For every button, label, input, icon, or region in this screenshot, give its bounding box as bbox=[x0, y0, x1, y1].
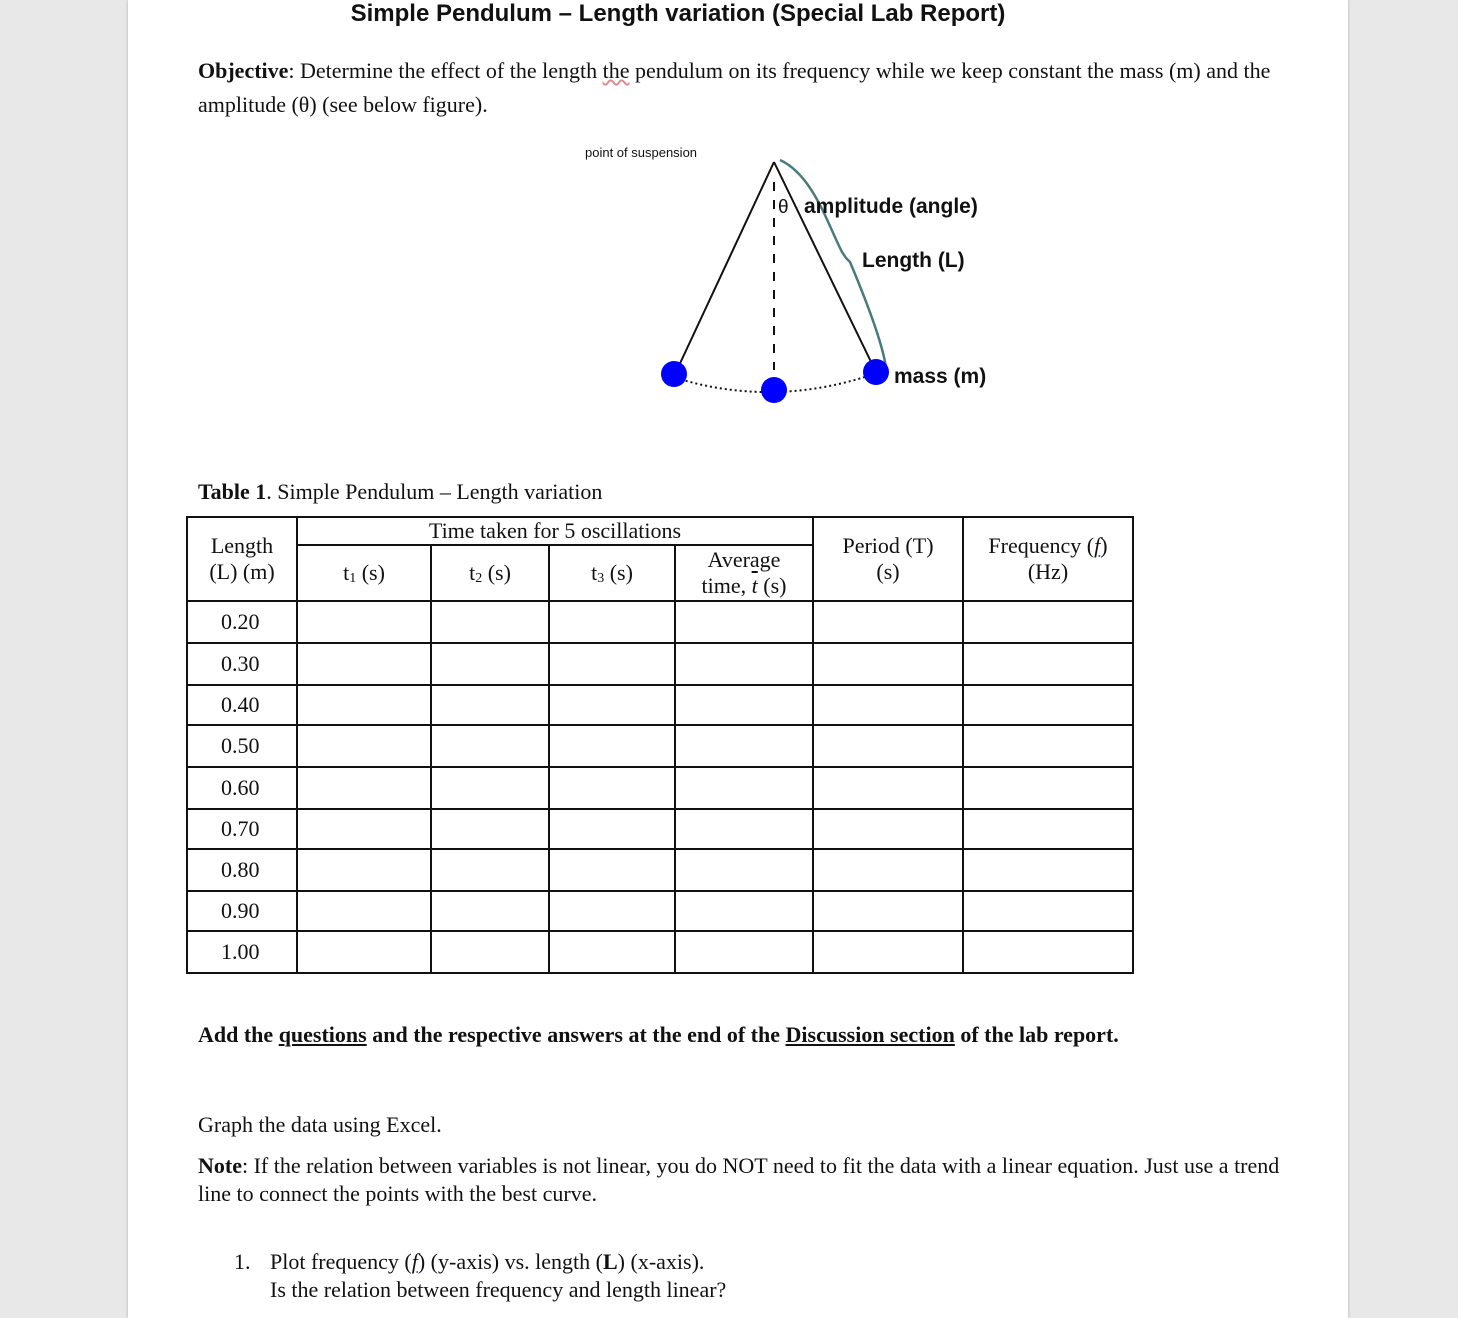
length-cell: 0.50 bbox=[187, 725, 297, 767]
empty-data-cell[interactable] bbox=[675, 685, 813, 725]
table-row bbox=[187, 685, 1133, 725]
table-caption-label: Table 1 bbox=[198, 479, 267, 504]
pendulum-diagram bbox=[528, 140, 987, 430]
table-row bbox=[187, 849, 1133, 891]
empty-data-cell[interactable] bbox=[431, 891, 549, 931]
empty-data-cell[interactable] bbox=[675, 809, 813, 849]
spellcheck-flagged-word[interactable]: the bbox=[602, 58, 630, 83]
empty-data-cell[interactable] bbox=[963, 809, 1133, 849]
note-label: Note bbox=[198, 1153, 242, 1178]
empty-data-cell[interactable] bbox=[297, 931, 431, 973]
empty-data-cell[interactable] bbox=[675, 931, 813, 973]
table-row bbox=[187, 643, 1133, 685]
table-row bbox=[187, 891, 1133, 931]
length-cell: 0.40 bbox=[187, 685, 297, 725]
empty-data-cell[interactable] bbox=[549, 849, 675, 891]
empty-data-cell[interactable] bbox=[431, 725, 549, 767]
objective-text-1: : Determine the effect of the length bbox=[288, 58, 603, 83]
question-number: 1. bbox=[234, 1249, 251, 1274]
objective-label: Objective bbox=[198, 58, 289, 83]
note-paragraph bbox=[198, 1152, 1288, 1208]
empty-data-cell[interactable] bbox=[963, 849, 1133, 891]
bob-right bbox=[863, 359, 889, 385]
t1-header: $t_1$ (s) bbox=[297, 545, 431, 601]
table-row bbox=[187, 767, 1133, 809]
amplitude-label: amplitude (angle) bbox=[804, 195, 978, 218]
table-caption-text: . Simple Pendulum – Length variation bbox=[266, 479, 603, 504]
empty-data-cell[interactable] bbox=[963, 931, 1133, 973]
empty-data-cell[interactable] bbox=[675, 891, 813, 931]
empty-data-cell[interactable] bbox=[431, 767, 549, 809]
empty-data-cell[interactable] bbox=[549, 643, 675, 685]
length-cell: 0.90 bbox=[187, 891, 297, 931]
empty-data-cell[interactable] bbox=[431, 601, 549, 643]
empty-data-cell[interactable] bbox=[675, 601, 813, 643]
mass-label: mass (m) bbox=[894, 365, 987, 388]
left-string bbox=[676, 162, 774, 372]
empty-data-cell[interactable] bbox=[297, 685, 431, 725]
empty-data-cell[interactable] bbox=[549, 601, 675, 643]
length-cell: 0.60 bbox=[187, 767, 297, 809]
empty-data-cell[interactable] bbox=[549, 725, 675, 767]
empty-data-cell[interactable] bbox=[813, 767, 963, 809]
page-title: Simple Pendulum – Length variation (Special Lab Report) bbox=[350, 0, 1006, 27]
empty-data-cell[interactable] bbox=[813, 643, 963, 685]
empty-data-cell[interactable] bbox=[963, 601, 1133, 643]
empty-data-cell[interactable] bbox=[675, 849, 813, 891]
empty-data-cell[interactable] bbox=[431, 849, 549, 891]
note-text: : If the relation between variables is not linear, you do NOT need to fit the data with a linear equation. Just use a trend line to connect the points with the best curve. bbox=[198, 1153, 1280, 1206]
table-row bbox=[187, 725, 1133, 767]
empty-data-cell[interactable] bbox=[813, 891, 963, 931]
questions-link[interactable]: questions bbox=[278, 1022, 367, 1047]
empty-data-cell[interactable] bbox=[675, 643, 813, 685]
empty-data-cell[interactable] bbox=[549, 931, 675, 973]
empty-data-cell[interactable] bbox=[297, 643, 431, 685]
graph-instruction: Graph the data using Excel. bbox=[198, 1112, 442, 1137]
empty-data-cell[interactable] bbox=[813, 809, 963, 849]
theta-symbol: θ bbox=[778, 197, 789, 218]
table-caption bbox=[198, 478, 602, 506]
t3-header: $t_3$ (s) bbox=[549, 545, 675, 601]
table-row bbox=[187, 931, 1133, 973]
length-cell: 0.30 bbox=[187, 643, 297, 685]
empty-data-cell[interactable] bbox=[813, 685, 963, 725]
average-time-header: Average time, $\overline{t}$ (s) bbox=[675, 545, 813, 601]
length-cell: 0.80 bbox=[187, 849, 297, 891]
empty-data-cell[interactable] bbox=[431, 809, 549, 849]
empty-data-cell[interactable] bbox=[963, 767, 1133, 809]
empty-data-cell[interactable] bbox=[297, 891, 431, 931]
empty-data-cell[interactable] bbox=[813, 725, 963, 767]
empty-data-cell[interactable] bbox=[549, 809, 675, 849]
bob-center bbox=[761, 377, 787, 403]
empty-data-cell[interactable] bbox=[297, 601, 431, 643]
empty-data-cell[interactable] bbox=[549, 891, 675, 931]
empty-data-cell[interactable] bbox=[813, 601, 963, 643]
empty-data-cell[interactable] bbox=[813, 931, 963, 973]
empty-data-cell[interactable] bbox=[963, 643, 1133, 685]
t2-header: $t_2$ (s) bbox=[431, 545, 549, 601]
time-group-header: Time taken for 5 oscillations bbox=[297, 517, 813, 545]
data-table bbox=[186, 516, 1134, 974]
empty-data-cell[interactable] bbox=[675, 767, 813, 809]
empty-data-cell[interactable] bbox=[549, 767, 675, 809]
document-page bbox=[128, 0, 1348, 1318]
bob-left bbox=[661, 361, 687, 387]
objective-text-2: pendulum on its frequency while we keep constant the mass (m) and the amplitude (θ) (see below figure). bbox=[198, 58, 1271, 117]
length-cell: 0.20 bbox=[187, 601, 297, 643]
period-header: Period (T) (s) bbox=[813, 517, 963, 601]
empty-data-cell[interactable] bbox=[675, 725, 813, 767]
empty-data-cell[interactable] bbox=[297, 725, 431, 767]
empty-data-cell[interactable] bbox=[297, 849, 431, 891]
empty-data-cell[interactable] bbox=[431, 643, 549, 685]
empty-data-cell[interactable] bbox=[963, 685, 1133, 725]
right-string bbox=[774, 162, 874, 368]
length-cell: 1.00 bbox=[187, 931, 297, 973]
empty-data-cell[interactable] bbox=[431, 931, 549, 973]
empty-data-cell[interactable] bbox=[963, 725, 1133, 767]
empty-data-cell[interactable] bbox=[963, 891, 1133, 931]
discussion-section-link[interactable]: Discussion section bbox=[785, 1022, 955, 1047]
objective-paragraph bbox=[198, 54, 1278, 122]
length-header: Length (L) (m) bbox=[187, 517, 297, 601]
question-text: Plot frequency (f) (y-axis) vs. length (L) (x-axis). Is the relation between frequency and length linear? bbox=[270, 1249, 727, 1302]
empty-data-cell[interactable] bbox=[549, 685, 675, 725]
length-cell: 0.70 bbox=[187, 809, 297, 849]
discussion-instruction: Add the questions and the respective answers at the end of the Discussion section of the lab report. bbox=[198, 1022, 1119, 1047]
table-row bbox=[187, 601, 1133, 643]
empty-data-cell[interactable] bbox=[297, 809, 431, 849]
length-label: Length (L) bbox=[862, 249, 965, 272]
table-row bbox=[187, 809, 1133, 849]
frequency-header: Frequency (f) (Hz) bbox=[963, 517, 1133, 601]
empty-data-cell[interactable] bbox=[813, 849, 963, 891]
suspension-label: point of suspension bbox=[585, 145, 698, 160]
empty-data-cell[interactable] bbox=[297, 767, 431, 809]
empty-data-cell[interactable] bbox=[431, 685, 549, 725]
